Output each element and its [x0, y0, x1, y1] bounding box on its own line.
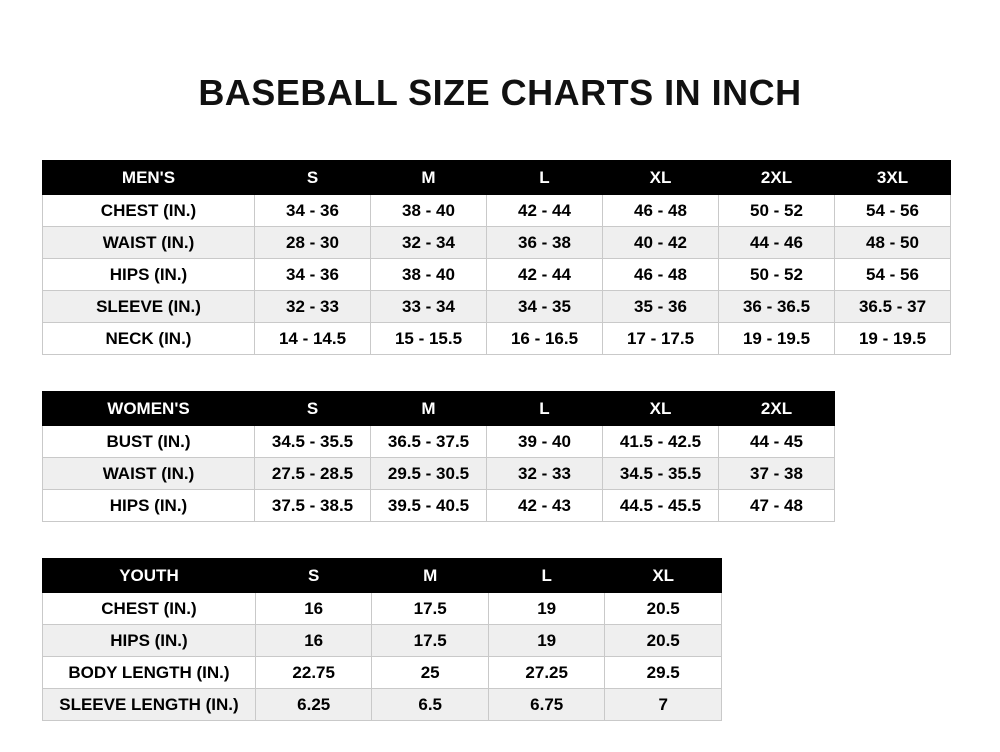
table-cell: 37 - 38: [719, 458, 835, 490]
table-row: [43, 227, 951, 259]
table-cell: 17.5: [372, 593, 489, 625]
column-header: S: [255, 559, 372, 593]
table-row: [43, 323, 951, 355]
table-cell: 16: [255, 625, 372, 657]
table-cell: 37.5 - 38.5: [255, 490, 371, 522]
table-row: [43, 458, 835, 490]
column-header: M: [372, 559, 489, 593]
row-label: WAIST (IN.): [43, 227, 255, 259]
table-cell: 22.75: [255, 657, 372, 689]
table-row: [43, 195, 951, 227]
table-cell: 50 - 52: [719, 259, 835, 291]
column-header: XL: [603, 392, 719, 426]
table-cell: 17.5: [372, 625, 489, 657]
column-header: YOUTH: [43, 559, 256, 593]
table-cell: 36 - 36.5: [719, 291, 835, 323]
table-cell: 34 - 35: [487, 291, 603, 323]
table-cell: 19 - 19.5: [719, 323, 835, 355]
table-cell: 48 - 50: [835, 227, 951, 259]
column-header: S: [255, 392, 371, 426]
table-cell: 29.5: [605, 657, 722, 689]
table-cell: 19 - 19.5: [835, 323, 951, 355]
table-cell: 6.5: [372, 689, 489, 721]
youth-size-table: [42, 558, 722, 721]
table-cell: 16 - 16.5: [487, 323, 603, 355]
row-label: WAIST (IN.): [43, 458, 255, 490]
table-cell: 15 - 15.5: [371, 323, 487, 355]
column-header: S: [255, 161, 371, 195]
table-cell: 32 - 33: [255, 291, 371, 323]
row-label: NECK (IN.): [43, 323, 255, 355]
table-row: [43, 490, 835, 522]
row-label: HIPS (IN.): [43, 259, 255, 291]
table-cell: 42 - 44: [487, 259, 603, 291]
table-cell: 44.5 - 45.5: [603, 490, 719, 522]
table-cell: 35 - 36: [603, 291, 719, 323]
table-row: [43, 689, 722, 721]
table-header-row: [43, 161, 951, 195]
table-cell: 27.5 - 28.5: [255, 458, 371, 490]
column-header: XL: [603, 161, 719, 195]
table-cell: 46 - 48: [603, 259, 719, 291]
womens-size-table: [42, 391, 835, 522]
table-cell: 20.5: [605, 625, 722, 657]
table-cell: 39.5 - 40.5: [371, 490, 487, 522]
table-cell: 39 - 40: [487, 426, 603, 458]
table-cell: 42 - 44: [487, 195, 603, 227]
column-header: XL: [605, 559, 722, 593]
table-cell: 6.75: [488, 689, 605, 721]
table-cell: 29.5 - 30.5: [371, 458, 487, 490]
column-header: WOMEN'S: [43, 392, 255, 426]
table-cell: 17 - 17.5: [603, 323, 719, 355]
table-cell: 27.25: [488, 657, 605, 689]
table-cell: 41.5 - 42.5: [603, 426, 719, 458]
table-cell: 25: [372, 657, 489, 689]
table-cell: 40 - 42: [603, 227, 719, 259]
column-header: MEN'S: [43, 161, 255, 195]
column-header: 2XL: [719, 161, 835, 195]
table-cell: 34.5 - 35.5: [255, 426, 371, 458]
table-header-row: [43, 392, 835, 426]
column-header: M: [371, 161, 487, 195]
table-cell: 38 - 40: [371, 195, 487, 227]
row-label: CHEST (IN.): [43, 195, 255, 227]
mens-size-table: [42, 160, 951, 355]
table-row: [43, 291, 951, 323]
table-cell: 44 - 45: [719, 426, 835, 458]
column-header: L: [488, 559, 605, 593]
table-cell: 47 - 48: [719, 490, 835, 522]
table-cell: 32 - 34: [371, 227, 487, 259]
table-cell: 34 - 36: [255, 195, 371, 227]
table-cell: 7: [605, 689, 722, 721]
column-header: M: [371, 392, 487, 426]
row-label: HIPS (IN.): [43, 490, 255, 522]
table-cell: 20.5: [605, 593, 722, 625]
table-cell: 34.5 - 35.5: [603, 458, 719, 490]
table-cell: 42 - 43: [487, 490, 603, 522]
table-cell: 36.5 - 37.5: [371, 426, 487, 458]
row-label: HIPS (IN.): [43, 625, 256, 657]
page-title: BASEBALL SIZE CHARTS IN INCH: [198, 72, 802, 113]
table-row: [43, 593, 722, 625]
row-label: CHEST (IN.): [43, 593, 256, 625]
row-label: SLEEVE LENGTH (IN.): [43, 689, 256, 721]
size-tables-container: [0, 160, 1000, 721]
table-cell: 33 - 34: [371, 291, 487, 323]
table-cell: 44 - 46: [719, 227, 835, 259]
table-cell: 32 - 33: [487, 458, 603, 490]
table-cell: 36 - 38: [487, 227, 603, 259]
table-row: [43, 259, 951, 291]
table-cell: 54 - 56: [835, 259, 951, 291]
table-row: [43, 625, 722, 657]
table-cell: 50 - 52: [719, 195, 835, 227]
column-header: L: [487, 161, 603, 195]
row-label: BODY LENGTH (IN.): [43, 657, 256, 689]
table-cell: 36.5 - 37: [835, 291, 951, 323]
row-label: SLEEVE (IN.): [43, 291, 255, 323]
table-header-row: [43, 559, 722, 593]
table-cell: 6.25: [255, 689, 372, 721]
table-cell: 28 - 30: [255, 227, 371, 259]
table-cell: 34 - 36: [255, 259, 371, 291]
table-cell: 14 - 14.5: [255, 323, 371, 355]
table-cell: 46 - 48: [603, 195, 719, 227]
column-header: L: [487, 392, 603, 426]
table-cell: 19: [488, 625, 605, 657]
table-row: [43, 426, 835, 458]
table-cell: 16: [255, 593, 372, 625]
table-cell: 38 - 40: [371, 259, 487, 291]
row-label: BUST (IN.): [43, 426, 255, 458]
table-cell: 19: [488, 593, 605, 625]
table-cell: 54 - 56: [835, 195, 951, 227]
column-header: 3XL: [835, 161, 951, 195]
column-header: 2XL: [719, 392, 835, 426]
table-row: [43, 657, 722, 689]
